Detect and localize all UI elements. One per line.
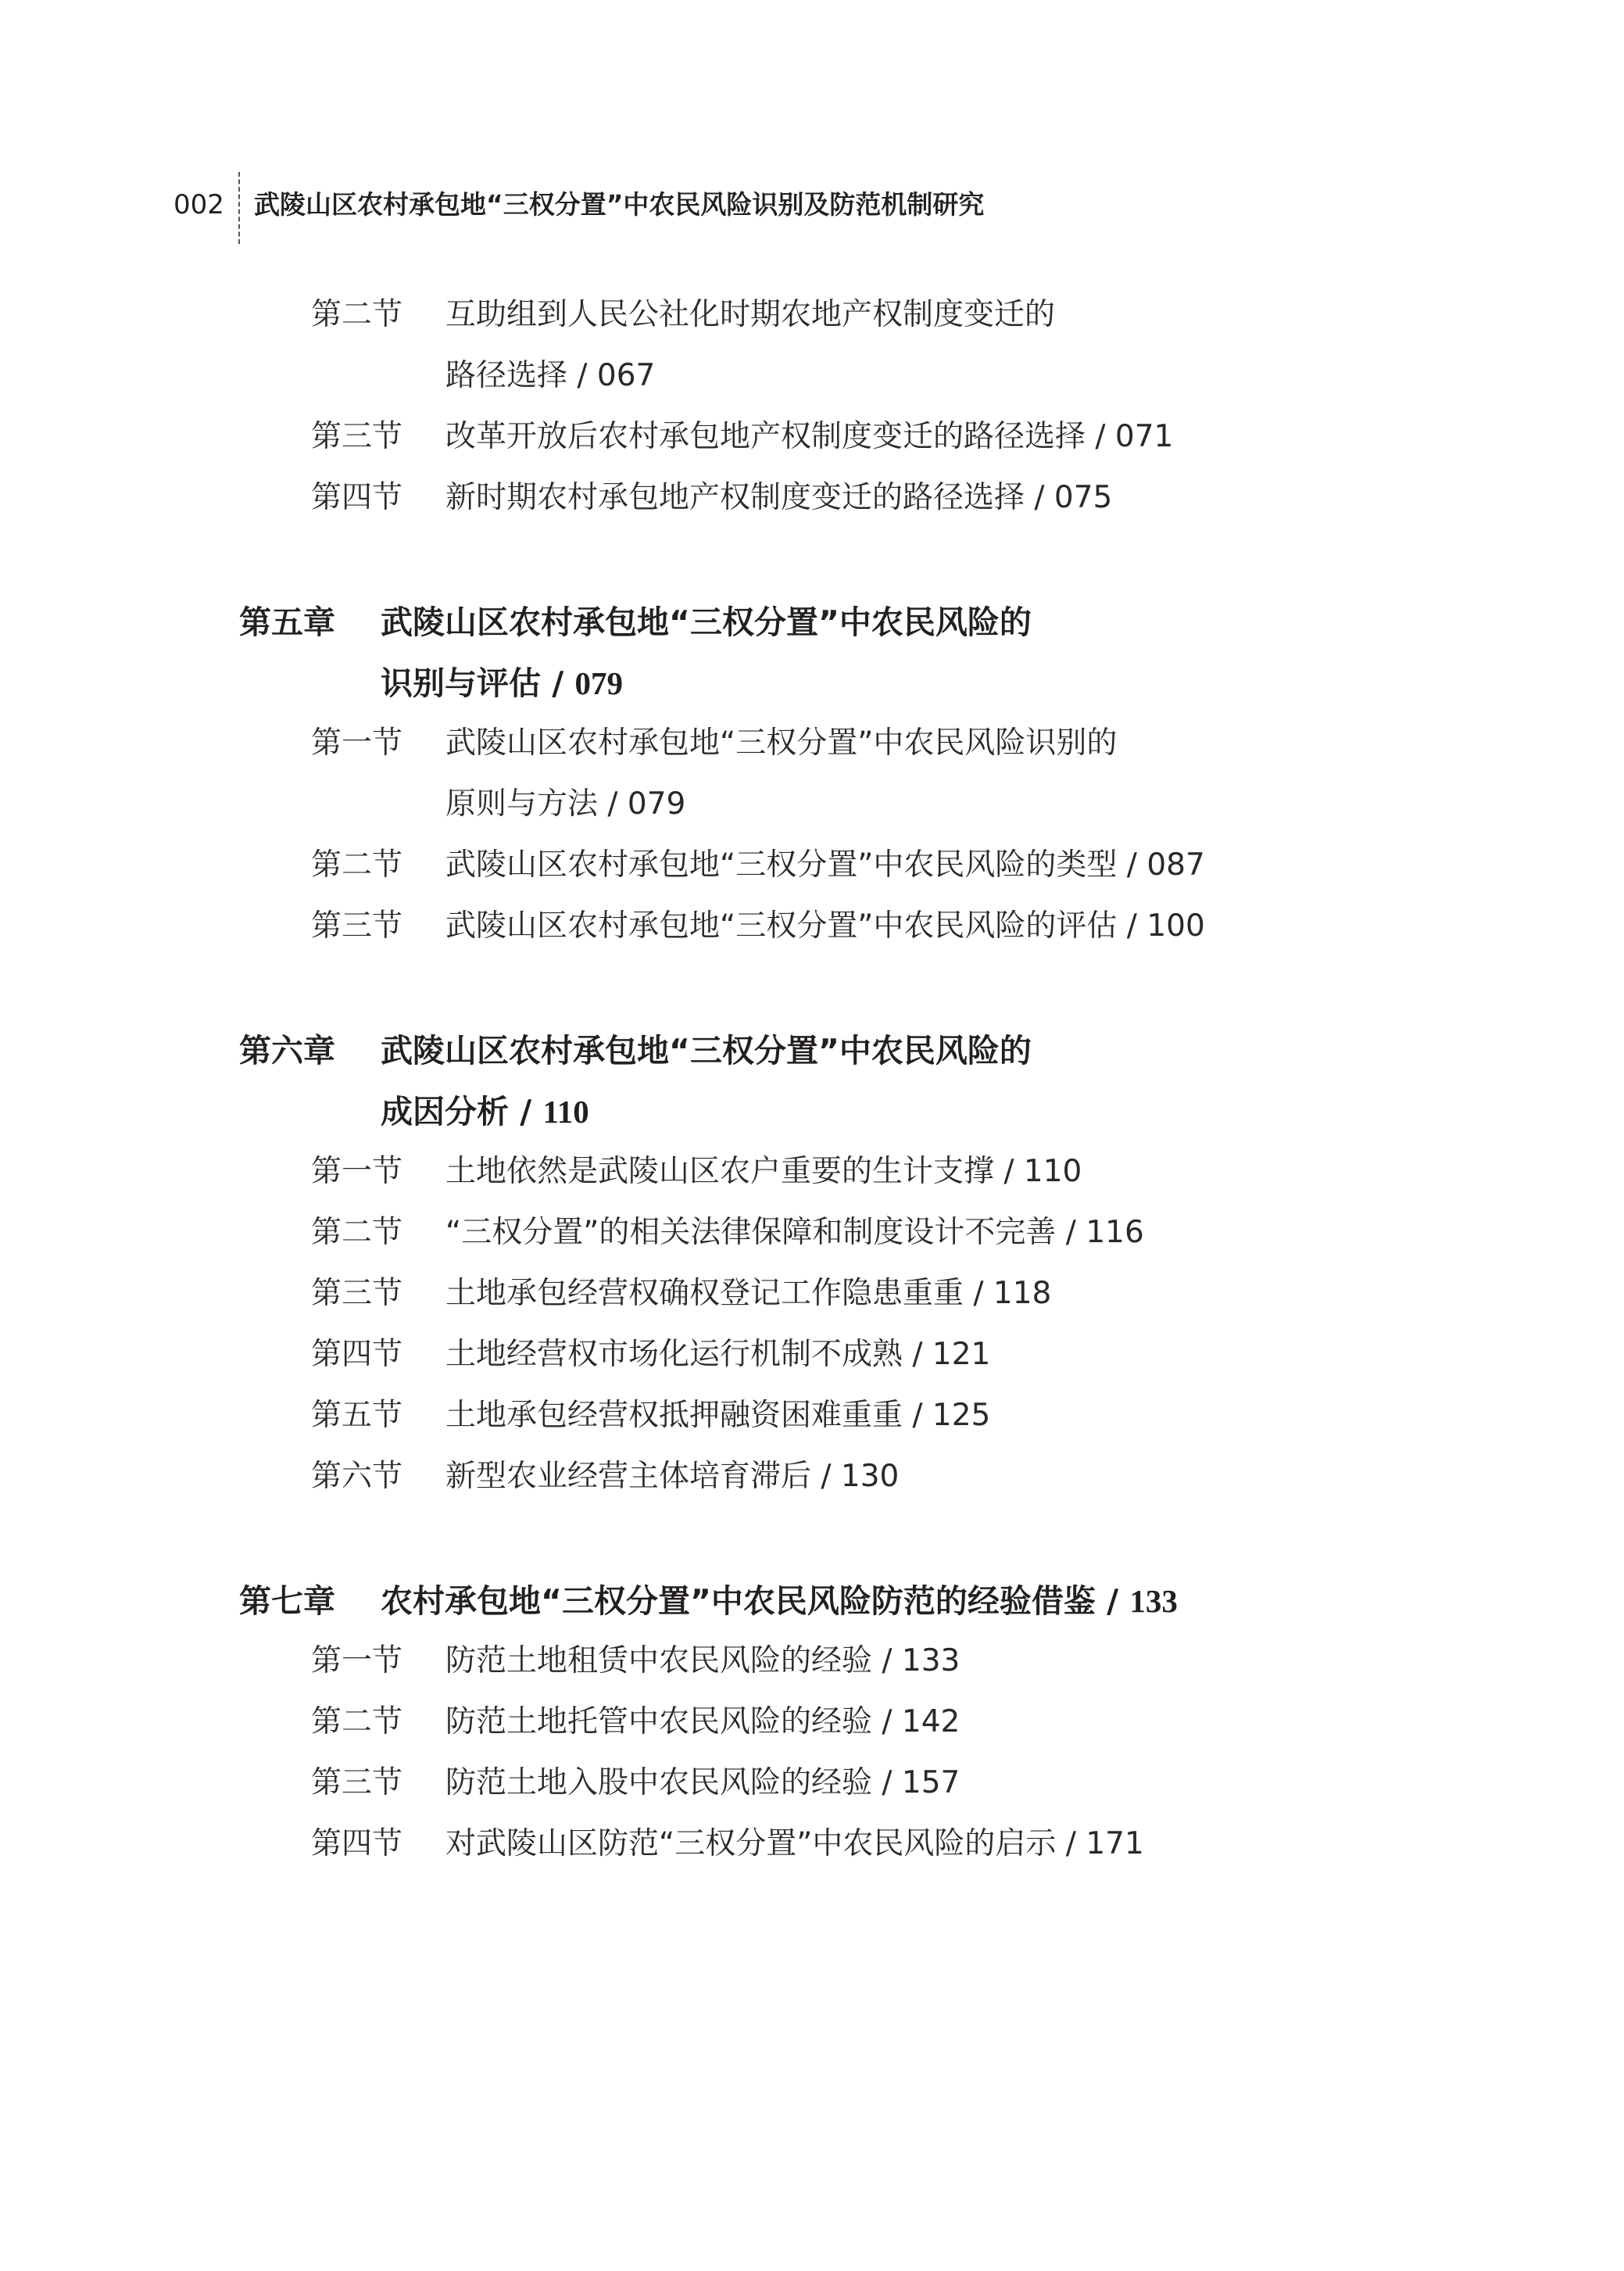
toc-section-title: 新型农业经营主体培育滞后 / 130 bbox=[445, 1459, 900, 1494]
toc-section-label: 第二节 bbox=[311, 847, 403, 883]
page-number: 002 bbox=[173, 189, 224, 220]
toc-chapter-page: 133 bbox=[1129, 1583, 1178, 1619]
toc-section-label: 第四节 bbox=[311, 1826, 403, 1861]
toc-chapter-page: 110 bbox=[542, 1094, 589, 1130]
toc-chapter-label: 第五章 bbox=[239, 604, 335, 641]
toc-section-label: 第一节 bbox=[311, 1643, 403, 1678]
toc-chapter-title: 武陵山区农村承包地“三权分置”中农民风险的 bbox=[381, 1032, 1032, 1069]
toc-section-title: 土地依然是武陵山区农户重要的生计支撑 / 110 bbox=[445, 1154, 1082, 1189]
toc-section-title: 防范土地入股中农民风险的经验 / 157 bbox=[445, 1765, 960, 1800]
toc-section-title: 新时期农村承包地产权制度变迁的路径选择 / 075 bbox=[445, 480, 1113, 515]
toc-section-label: 第四节 bbox=[311, 1337, 403, 1372]
toc-section-title: 路径选择 / 067 bbox=[445, 358, 656, 393]
toc-chapter-title: 农村承包地“三权分置”中农民风险防范的经验借鉴 / 133 bbox=[381, 1582, 1178, 1620]
header-divider bbox=[238, 172, 240, 244]
toc-chapter-title: 武陵山区农村承包地“三权分置”中农民风险的 bbox=[381, 604, 1032, 641]
toc-section-title: 防范土地租赁中农民风险的经验 / 133 bbox=[445, 1643, 960, 1678]
toc-chapter-title: 成因分析 / 110 bbox=[381, 1093, 589, 1130]
toc-section-title: 土地承包经营权确权登记工作隐患重重 / 118 bbox=[445, 1276, 1052, 1311]
toc-section-title: 互助组到人民公社化时期农地产权制度变迁的 bbox=[445, 297, 1056, 332]
toc-section-label: 第五节 bbox=[311, 1398, 403, 1433]
toc-section-title: 防范土地托管中农民风险的经验 / 142 bbox=[445, 1704, 960, 1739]
toc-section-label: 第三节 bbox=[311, 1276, 403, 1311]
toc-section-title: “三权分置”的相关法律保障和制度设计不完善 / 116 bbox=[445, 1215, 1144, 1250]
toc-section-title: 武陵山区农村承包地“三权分置”中农民风险的评估 / 100 bbox=[445, 908, 1205, 944]
toc-section-title: 对武陵山区防范“三权分置”中农民风险的启示 / 171 bbox=[445, 1826, 1144, 1861]
toc-section-label: 第六节 bbox=[311, 1459, 403, 1494]
toc-chapter-title: 识别与评估 / 079 bbox=[381, 664, 624, 702]
toc-section-label: 第三节 bbox=[311, 1765, 403, 1800]
toc-section-label: 第二节 bbox=[311, 297, 403, 332]
toc-section-label: 第二节 bbox=[311, 1215, 403, 1250]
toc-section-label: 第一节 bbox=[311, 725, 403, 761]
book-title: 武陵山区农村承包地“三权分置”中农民风险识别及防范机制研究 bbox=[254, 189, 985, 220]
toc-section-title: 武陵山区农村承包地“三权分置”中农民风险识别的 bbox=[445, 725, 1118, 761]
toc-chapter-page: 079 bbox=[574, 665, 624, 701]
toc-section-title: 土地承包经营权抵押融资困难重重 / 125 bbox=[445, 1398, 991, 1433]
toc-section-title: 原则与方法 / 079 bbox=[445, 786, 686, 822]
toc-section-title: 武陵山区农村承包地“三权分置”中农民风险的类型 / 087 bbox=[445, 847, 1205, 883]
toc-chapter-label: 第六章 bbox=[239, 1032, 335, 1069]
toc-section-title: 改革开放后农村承包地产权制度变迁的路径选择 / 071 bbox=[445, 419, 1174, 454]
toc-section-label: 第四节 bbox=[311, 480, 403, 515]
toc-section-label: 第一节 bbox=[311, 1154, 403, 1189]
toc-section-label: 第二节 bbox=[311, 1704, 403, 1739]
toc-chapter-label: 第七章 bbox=[239, 1582, 335, 1620]
toc-section-label: 第三节 bbox=[311, 419, 403, 454]
toc-section-title: 土地经营权市场化运行机制不成熟 / 121 bbox=[445, 1337, 991, 1372]
toc-section-label: 第三节 bbox=[311, 908, 403, 944]
